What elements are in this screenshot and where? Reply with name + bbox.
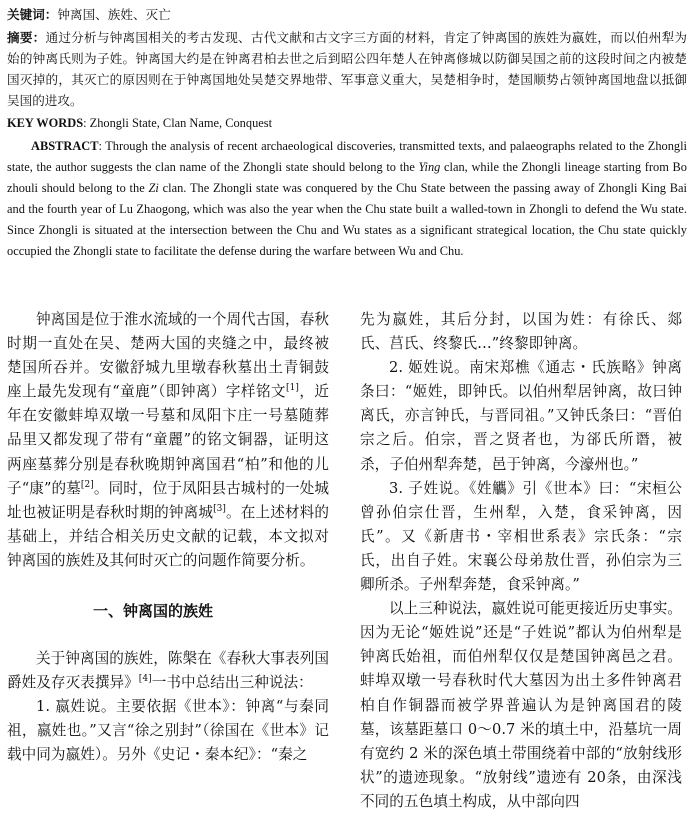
abstract-en-ying: Ying	[418, 160, 441, 174]
left-column	[7, 308, 329, 768]
conclusion-paragraph: 以上三种说法，嬴姓说可能更接近历史事实。因为无论“姬姓说”还是“子姓说”都认为伯州犁是钟离氏始祖，而伯州犁仅仅是楚国钟离邑之君。蚌埠双墩一号春秋时代大墓因为出土多件钟离君柏自作铜器而被学界普遍认为是钟离国君的陵墓，该墓距墓口 0～0.7 米的填土中，沿墓坑一周有宽约 2 米的深色填土带围绕着中部的“放射线形状”的遗迹现象。“放射线”遗迹有 20条，由深浅不同的五色填土构成，从中部向四	[360, 600, 682, 810]
intro-text-1: 钟离国是位于淮水流域的一个周代古国，春秋时期一直处在吴、楚两大国的夹缝之中，最终被楚国所吞并。安徽舒城九里墩春秋墓出土青铜鼓座上最先发现有“童鹿”（即钟离）字样铭文	[7, 311, 329, 401]
ji-paragraph: 2. 姬姓说。南宋郑樵《通志・氏族略》钟离条曰：“姬姓，即钟氏。以伯州犁居钟离，故曰钟离氏，亦言钟氏，与晋同祖。”又钟氏条曰：“晋伯宗之后。伯宗，晋之贤者也，为郤氏所谮，被杀，子伯州犁奔楚，邑于钟离，今濠州也。”	[360, 359, 682, 473]
abstract-en	[7, 136, 687, 262]
keywords-cn	[7, 4, 687, 25]
section-heading: 一、钟离国的族姓	[93, 602, 214, 621]
abstract-en-label: ABSTRACT	[31, 139, 99, 153]
abstract-cn-label: 摘要：	[7, 30, 46, 45]
clan-paragraph	[7, 647, 329, 695]
ref-4: [4]	[138, 674, 152, 685]
keywords-cn-text: 钟离国、族姓、灭亡	[57, 7, 171, 22]
abstract-cn-text: 通过分析与钟离国相关的考古发现、古代文献和古文字三方面的材料，肯定了钟离国的族姓为嬴姓，而以伯州犁为始的钟离氏则为子姓。钟离国大约是在钟离君柏去世之后到昭公四年楚人在钟离修城以防御吴国之前的这段时间之内被楚国灭掉的，其灭亡的原因则在于钟离国地处吴楚交界地带、军事意义重大，吴楚相争时，楚国顺势占领钟离国地盘以抵御吴国的进攻。	[7, 30, 688, 108]
intro-paragraph	[7, 308, 329, 573]
zi-paragraph: 3. 子姓说。《姓觿》引《世本》曰：“宋桓公曾孙伯宗仕晋，生州犁，入楚，食采钟离，因氏”。又《新唐书・宰相世系表》宗氏条：“宗氏，出自子姓。宋襄公母弟敖仕晋，孙伯宗为三卿所杀。子州犁奔楚，食采钟离。”	[360, 479, 682, 594]
abstract-en-text-3: clan. The Zhongli state was conquered by the Chu State between the passing away of Zhongli King Bai and the fourth year of Lu Zhaogong, which was also the year when the Chu state built a walled-town in Zhongli to defend the Wu state. Since Zhongli is situated at the intersection between the Chu and Wu states as a significant strategical location, the Chu state quickly occupied the Zhongli state to facilitate the defense during the warfare between Wu and Chu.	[7, 181, 687, 258]
intro-text-3: 。同时，位于凤阳县古城村的一处城址也被证明是春秋时期的钟离城	[7, 479, 329, 521]
clan-text-1: 关于钟离国的族姓，陈槃在《春秋大事表列国爵姓及存灭表撰异》	[7, 650, 329, 692]
right-column	[360, 308, 682, 814]
abstract-en-text-2: clan, while the Zhongli lineage starting from Bo zhouli should belong to the	[7, 160, 688, 195]
keywords-en-text: : Zhongli State, Clan Name, Conquest	[83, 116, 273, 130]
abstract-en-zi: Zi	[148, 181, 159, 195]
abstract-cn	[7, 27, 687, 111]
continued-paragraph: 先为嬴姓，其后分封，以国为姓：有徐氏、郯氏、莒氏、终黎氏…”终黎即钟离。	[360, 311, 682, 353]
keywords-en	[7, 113, 687, 134]
ying-paragraph: 1. 嬴姓说。主要依据《世本》：钟离“与秦同祖，嬴姓也。”又言“徐之别封”（徐国在《世本》记载中同为嬴姓）。另外《史记・秦本纪》：“秦之	[7, 698, 329, 764]
intro-text-4: 。在上述材料的基础上，并结合相关历史文献的记载，本文拟对钟离国的族姓及其何时灭亡的问题作简要分析。	[7, 503, 329, 569]
clan-text-2: 一书中总结出三种说法：	[151, 674, 313, 692]
ref-2: [2]	[80, 479, 94, 490]
abstract-en-text-1: : Through the analysis of recent archaeological discoveries, transmitted texts, and palaeographs related to the Zhongli state, the author suggests the clan name of the Zhongli state should belong to the	[7, 139, 687, 174]
front-matter	[7, 4, 687, 262]
intro-text-2: ，近年在安徽蚌埠双墩一号墓和凤阳卞庄一号墓随葬品里又都发现了带有“童麗”的铭文铜器，证明这两座墓葬分别是春秋晚期钟离国君“柏”和他的儿子“康”的墓	[7, 383, 329, 497]
ref-3: [3]	[213, 503, 226, 514]
keywords-cn-label: 关键词：	[7, 7, 58, 22]
ref-1: [1]	[286, 383, 299, 394]
keywords-en-label: KEY WORDS	[7, 116, 84, 130]
